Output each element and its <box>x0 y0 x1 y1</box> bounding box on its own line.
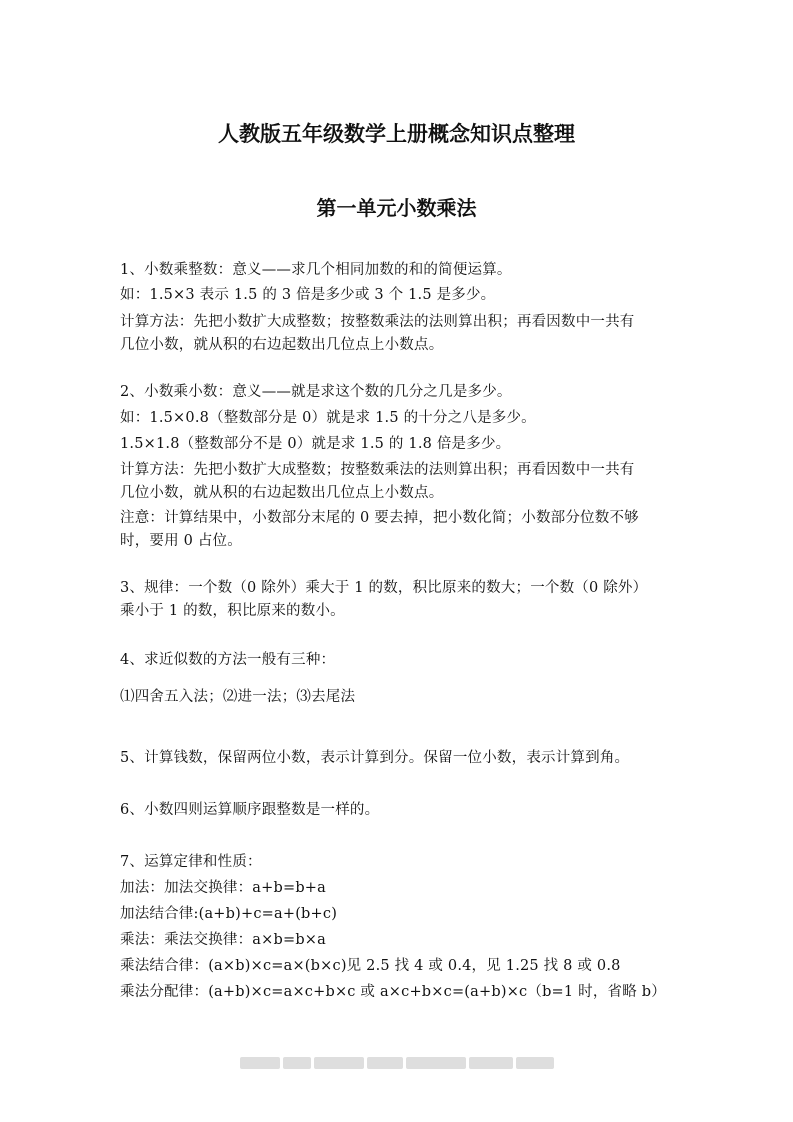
text-line: 计算方法：先把小数扩大成整数；按整数乘法的法则算出积；再看因数中一共有 <box>120 462 635 478</box>
text-line: 乘法：乘法交换律：a×b=b×a <box>120 932 327 948</box>
text-line: 2、小数乘小数：意义——就是求这个数的几分之几是多少。 <box>120 384 512 400</box>
text-line: 加法结合律:(a+b)+c=a+(b+c) <box>120 906 338 922</box>
text-line: 几位小数，就从积的右边起数出几位点上小数点。 <box>120 485 444 501</box>
text-line: 如：1.5×0.8（整数部分是 0）就是求 1.5 的十分之八是多少。 <box>120 410 536 426</box>
text-line: 乘法结合律：(a×b)×c=a×(b×c)见 2.5 找 4 或 0.4，见 1.25 找 8 或 0.8 <box>120 958 621 974</box>
text-line: 1、小数乘整数：意义——求几个相同加数的和的简便运算。 <box>120 262 512 278</box>
unit-title: 第一单元小数乘法 <box>316 196 477 220</box>
blurred-footer-watermark <box>240 1056 555 1070</box>
text-line: 如：1.5×3 表示 1.5 的 3 倍是多少或 3 个 1.5 是多少。 <box>120 287 496 303</box>
text-line: 几位小数，就从积的右边起数出几位点上小数点。 <box>120 337 444 353</box>
text-line: 乘法分配律：(a+b)×c=a×c+b×c 或 a×c+b×c=(a+b)×c（b=1 时，省略 b） <box>120 984 666 1000</box>
text-line: 注意：计算结果中，小数部分末尾的 0 要去掉，把小数化简；小数部分位数不够 <box>120 510 639 526</box>
text-line: 乘小于 1 的数，积比原来的数小。 <box>120 603 345 619</box>
text-line: 加法：加法交换律：a+b=b+a <box>120 880 327 896</box>
text-line: 7、运算定律和性质： <box>120 854 262 870</box>
text-line: 1.5×1.8（整数部分不是 0）就是求 1.5 的 1.8 倍是多少。 <box>120 436 511 452</box>
text-line: 4、求近似数的方法一般有三种： <box>120 652 336 668</box>
text-line: 3、规律：一个数（0 除外）乘大于 1 的数，积比原来的数大；一个数（0 除外） <box>120 580 648 596</box>
text-line: ⑴四舍五入法；⑵进一法；⑶去尾法 <box>120 689 356 705</box>
text-line: 计算方法：先把小数扩大成整数；按整数乘法的法则算出积；再看因数中一共有 <box>120 314 635 330</box>
text-line: 6、小数四则运算顺序跟整数是一样的。 <box>120 802 380 818</box>
document-title: 人教版五年级数学上册概念知识点整理 <box>218 121 575 146</box>
text-line: 5、计算钱数，保留两位小数，表示计算到分。保留一位小数，表示计算到角。 <box>120 750 630 766</box>
text-line: 时，要用 0 占位。 <box>120 533 242 549</box>
